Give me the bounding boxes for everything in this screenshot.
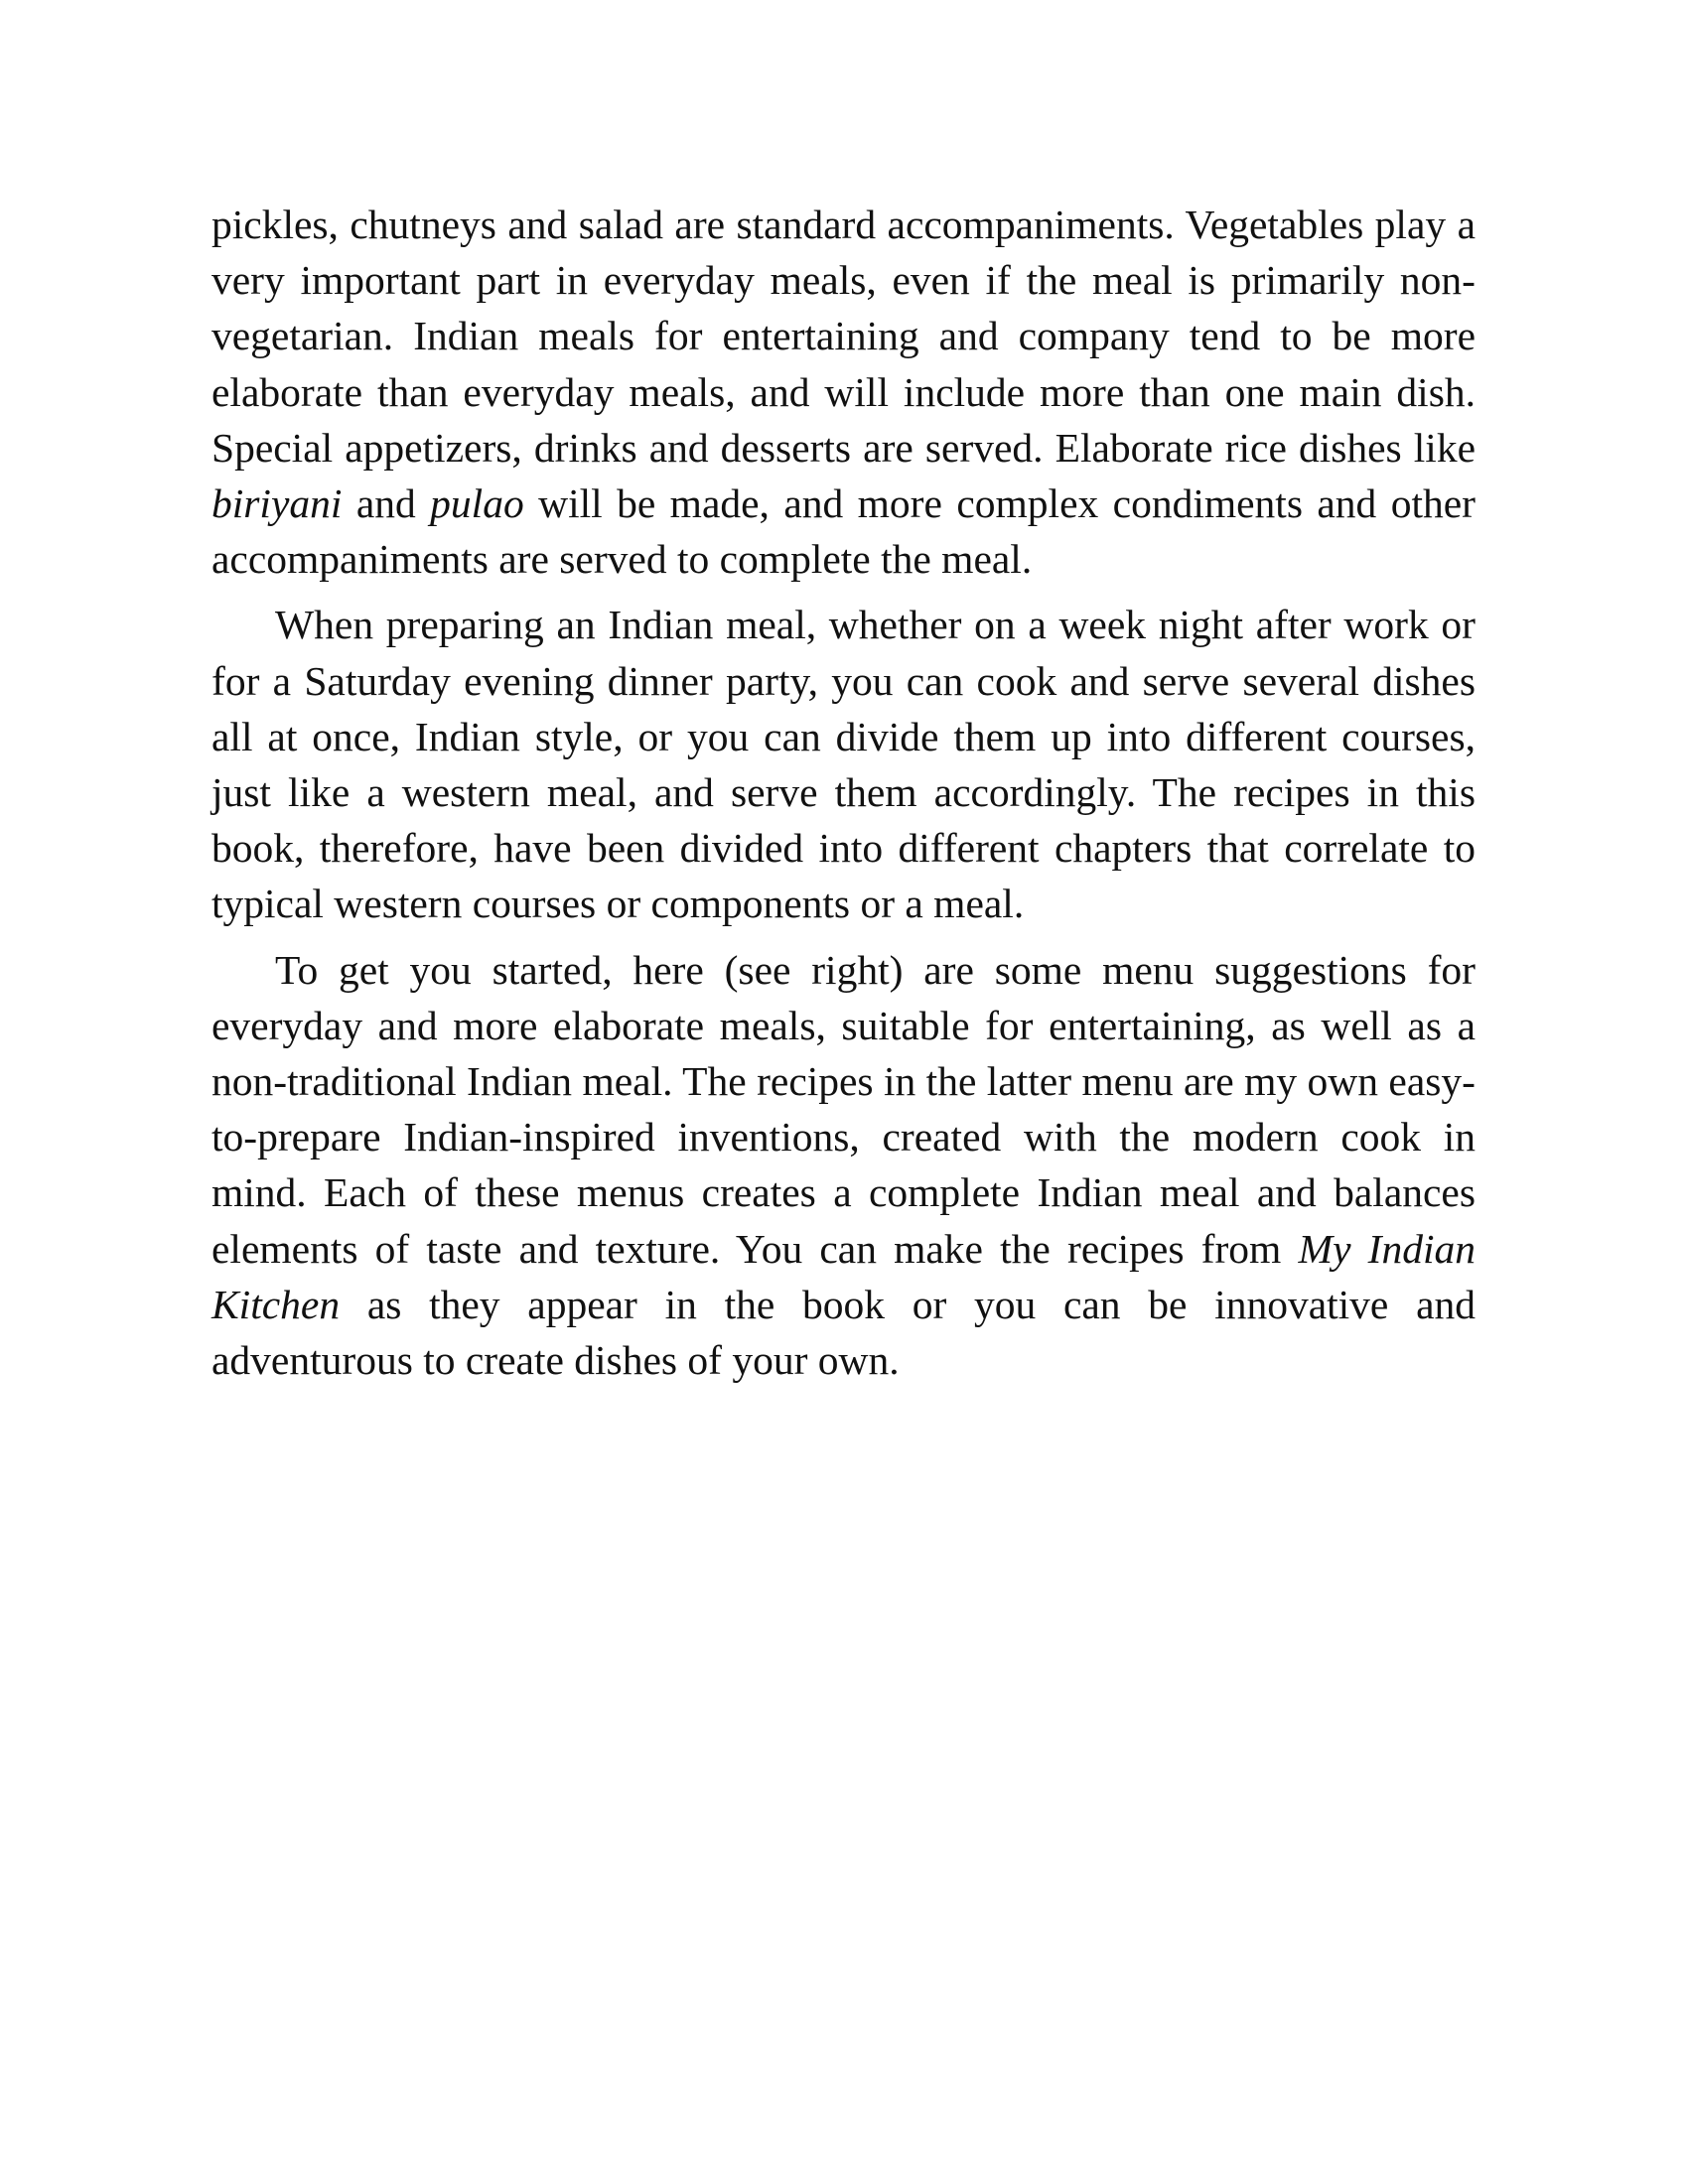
body-text-column bbox=[211, 197, 1476, 1388]
paragraph-3-tail: as they appear in the book or you can be innovative and adventurous to create dishes of your own. bbox=[211, 1281, 1476, 1384]
paragraph-menu-suggestions bbox=[211, 942, 1476, 1389]
italic-book-title: My Indian Kitchen bbox=[211, 1225, 1476, 1327]
italic-term-biriyani: biriyani bbox=[211, 480, 343, 527]
paragraph-continued bbox=[211, 197, 1476, 587]
paragraph-preparing-meal bbox=[211, 597, 1476, 931]
paragraph-1-lead: pickles, chutneys and salad are standard accompaniments. Vegetables play a very important part in everyday meals, even if the meal is primarily non-vegetarian. Indian meals for entertaining and company tend to be more elaborate than everyday meals, and will include more than one main dish. Special appetizers, drinks and desserts are served. Elaborate rice dishes like bbox=[211, 202, 1476, 471]
paragraph-3-lead: To get you started, here (see right) are some menu suggestions for everyday and more elaborate meals, suitable for entertaining, as well as a non-traditional Indian meal. The recipes in the latter menu are my own easy-to-prepare Indian-inspired inventions, created with the modern cook in mind. Each of these menus creates a complete Indian meal and balances elements of taste and texture. You can make the recipes from bbox=[211, 946, 1476, 1272]
italic-term-pulao: pulao bbox=[430, 480, 524, 527]
paragraph-2-text: When preparing an Indian meal, whether on a week night after work or for a Saturday evening dinner party, you can cook and serve several dishes all at once, Indian style, or you can divide them up into different courses, just like a western meal, and serve them accordingly. The recipes in this book, therefore, have been divided into different chapters that correlate to typical western courses or components or a meal. bbox=[211, 602, 1476, 927]
paragraph-1-conjunction: and bbox=[342, 480, 431, 527]
paragraph-1-tail: will be made, and more complex condiments and other accompaniments are served to complete the meal. bbox=[211, 480, 1476, 583]
